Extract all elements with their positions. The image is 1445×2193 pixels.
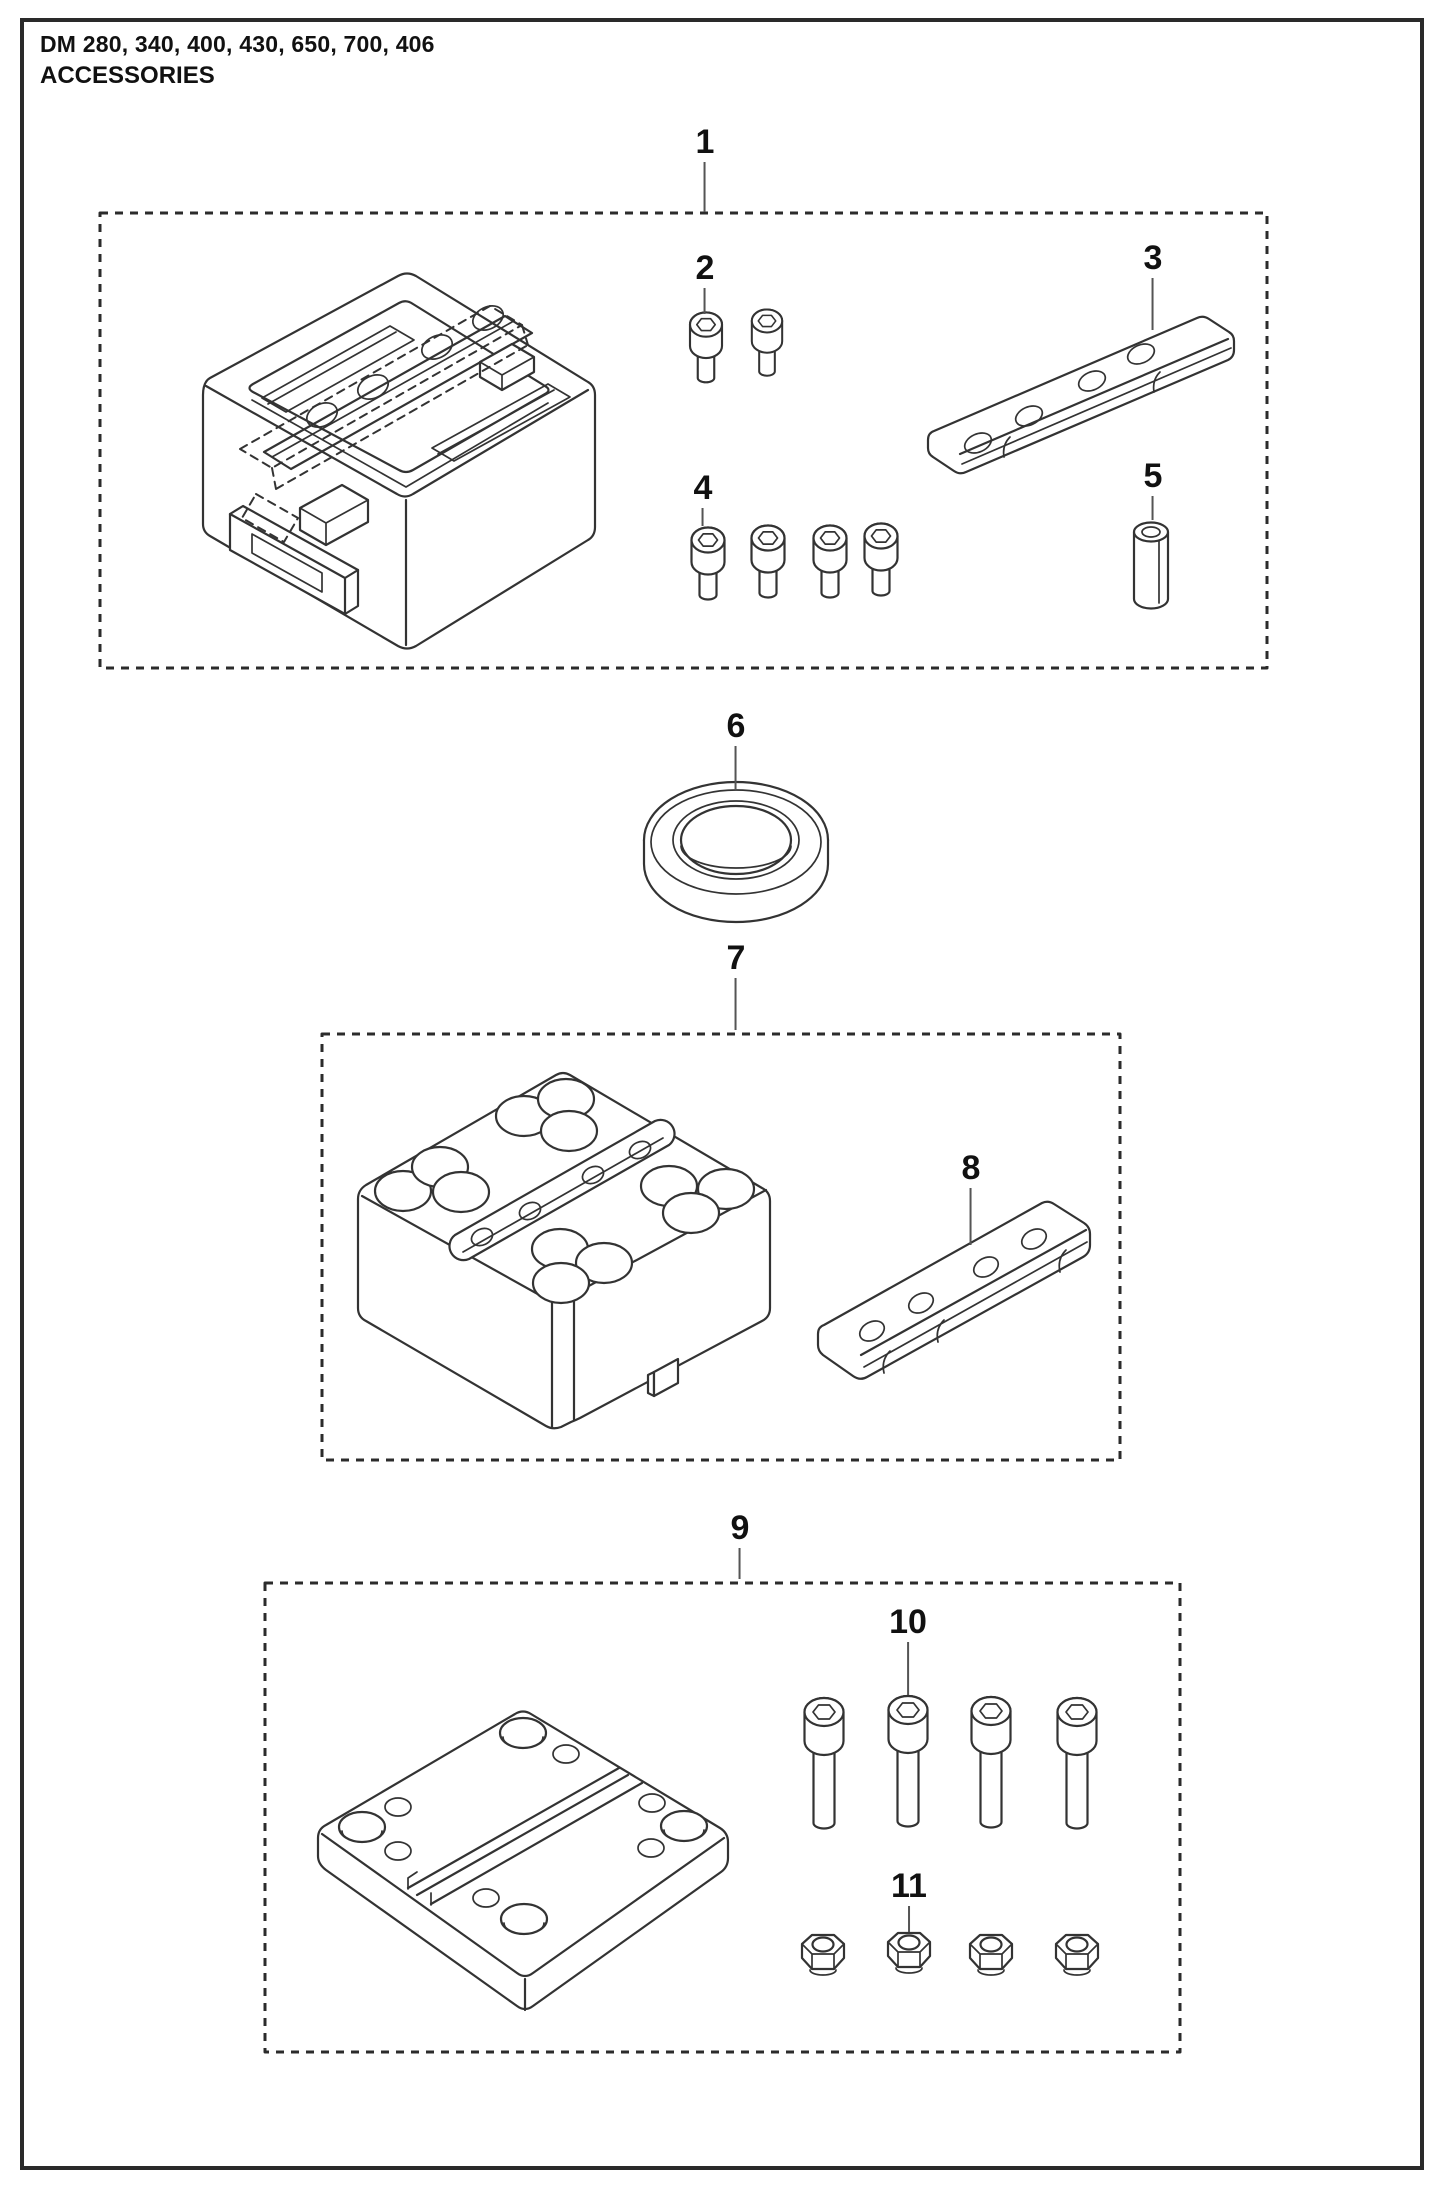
part-2-screws-drawing <box>690 309 782 382</box>
callout-6-leader <box>735 746 737 790</box>
part-11-nut-3 <box>970 1935 1012 1975</box>
part-1-mounting-base-drawing <box>203 274 595 649</box>
callout-9 <box>731 1510 750 1579</box>
page-title-models: DM 280, 340, 400, 430, 650, 700, 406 <box>40 31 435 57</box>
part-3-bar-drawing <box>928 317 1234 474</box>
callout-5-number: 5 <box>1143 457 1163 495</box>
callout-2-number: 2 <box>695 249 715 287</box>
callout-5-leader <box>1152 496 1154 520</box>
callout-9-leader <box>739 1548 741 1579</box>
callout-1-number: 1 <box>695 123 715 161</box>
callout-7-number: 7 <box>726 939 746 977</box>
callout-10 <box>889 1604 927 1695</box>
callout-9-number: 9 <box>730 1509 750 1547</box>
part-8-bar-drawing <box>818 1202 1090 1379</box>
callout-11-number: 11 <box>891 1867 927 1905</box>
part-4-screw-4 <box>865 524 898 596</box>
callout-3 <box>1144 240 1163 330</box>
callout-8 <box>962 1150 981 1245</box>
callout-4-number: 4 <box>693 469 713 507</box>
callout-11 <box>891 1868 927 1932</box>
part-4-screw-1 <box>692 528 725 600</box>
callout-8-leader <box>970 1188 972 1245</box>
callout-4 <box>694 470 713 526</box>
callout-2 <box>696 250 715 314</box>
part-10-bolt-3 <box>972 1697 1011 1828</box>
callout-3-leader <box>1152 278 1154 330</box>
part-2-screw-2 <box>752 309 782 375</box>
callout-1 <box>696 124 715 212</box>
part-5-sleeve-drawing <box>1134 523 1168 609</box>
part-4-screw-3 <box>814 526 847 598</box>
callout-4-leader <box>702 508 704 526</box>
part-11-nuts-drawing <box>802 1933 1098 1975</box>
part-9-plate-drawing <box>318 1712 728 2011</box>
callout-8-number: 8 <box>961 1149 981 1187</box>
part-10-bolts-drawing <box>805 1696 1097 1829</box>
callout-7 <box>727 940 746 1030</box>
callout-10-leader <box>907 1642 909 1695</box>
callout-7-leader <box>735 978 737 1030</box>
part-11-nut-4 <box>1056 1935 1098 1975</box>
part-2-screw-1 <box>690 312 722 382</box>
callout-6-number: 6 <box>726 707 746 745</box>
callout-3-number: 3 <box>1143 239 1163 277</box>
part-10-bolt-2 <box>889 1696 928 1827</box>
part-10-bolt-1 <box>805 1698 844 1829</box>
part-4-screws-drawing <box>692 524 898 600</box>
page-title-section: ACCESSORIES <box>40 62 215 89</box>
callout-6 <box>727 708 746 790</box>
callout-1-leader <box>704 162 706 212</box>
callout-11-leader <box>908 1906 910 1932</box>
callout-5 <box>1144 458 1163 520</box>
part-4-screw-2 <box>752 526 785 598</box>
part-10-bolt-4 <box>1058 1698 1097 1829</box>
part-11-nut-2 <box>888 1933 930 1973</box>
part-6-ring-drawing <box>644 782 828 922</box>
callout-2-leader <box>704 288 706 314</box>
part-11-nut-1 <box>802 1935 844 1975</box>
callout-10-number: 10 <box>889 1603 927 1641</box>
part-7-block-drawing <box>358 1073 770 1428</box>
